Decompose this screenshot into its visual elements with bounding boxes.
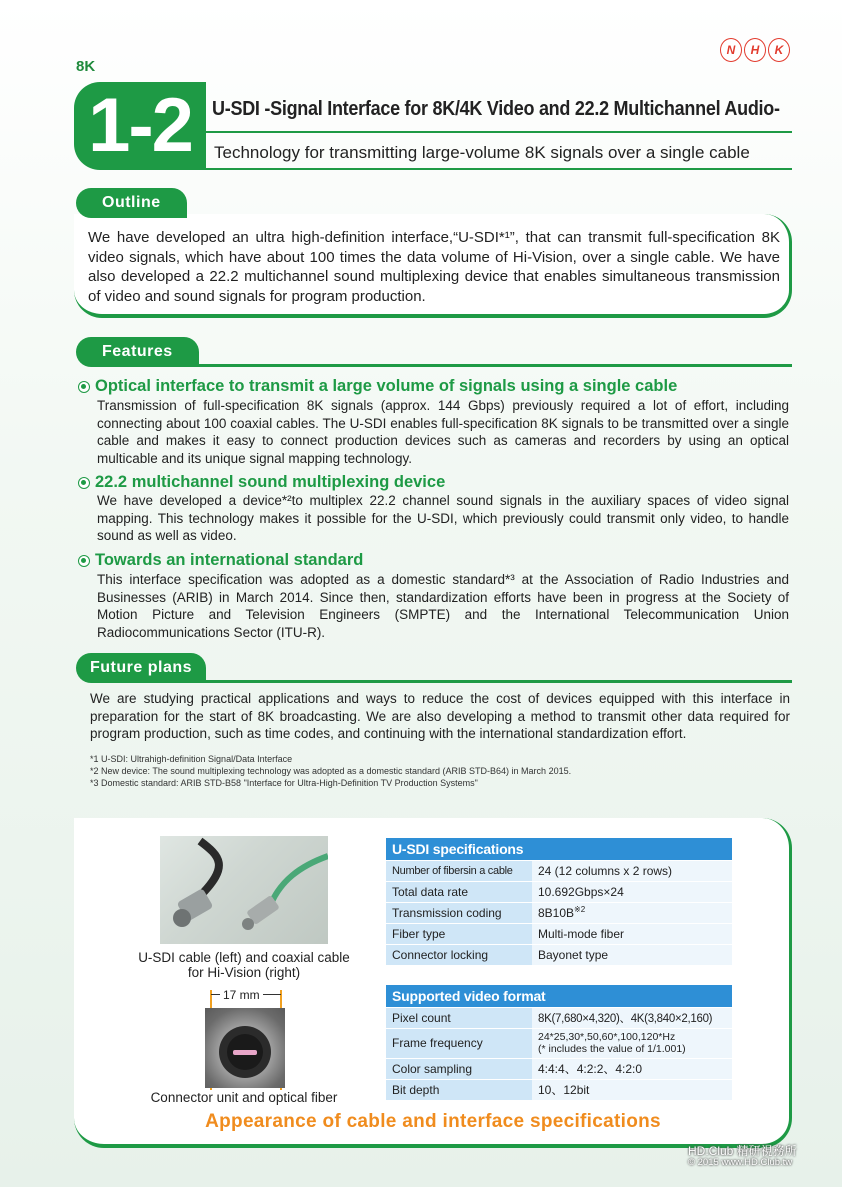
table-row bbox=[386, 1007, 732, 1028]
features-rule bbox=[190, 364, 792, 367]
title-divider bbox=[206, 131, 792, 133]
table-row bbox=[386, 860, 732, 881]
table-row bbox=[386, 1028, 732, 1058]
cable-illustration bbox=[160, 836, 328, 944]
table-value: Multi-mode fiber bbox=[532, 923, 732, 944]
logo-letter-k: K bbox=[768, 38, 790, 62]
future-tab: Future plans bbox=[76, 653, 206, 683]
table-value: 8B10B bbox=[538, 906, 575, 920]
table-key: Pixel count bbox=[386, 1007, 532, 1028]
table-value: 4:4:4、4:2:2、4:2:0 bbox=[532, 1058, 732, 1079]
feature-heading-text: 22.2 multichannel sound multiplexing device bbox=[95, 473, 446, 491]
outline-text: We have developed an ultra high-definition interface,“U-SDI*¹”, that can transmit full-specification 8K video signals, which have about 100 times the data volume of Hi-Vision, over a single cable. We have also developed a 22.2 multichannel sound multiplexing device that enables simultaneous transmission of video and sound signals for program production. bbox=[88, 229, 780, 305]
dimension-label: 17 mm bbox=[220, 988, 263, 1002]
footnote: *1 U-SDI: Ultrahigh-definition Signal/Data Interface bbox=[90, 754, 293, 764]
footnote: *2 New device: The sound multiplexing technology was adopted as a domestic standard (ARIB STD-B64) in March 2015. bbox=[90, 766, 572, 776]
figure-caption: Appearance of cable and interface specifications bbox=[205, 1111, 661, 1132]
bullet-icon bbox=[78, 477, 90, 489]
table-value: 8K(7,680×4,320)、4K(3,840×2,160) bbox=[532, 1007, 732, 1028]
table-value-cell bbox=[532, 1028, 732, 1058]
cable-photo bbox=[160, 836, 328, 944]
table-value: 24*25,30*,50,60*,100,120*Hz bbox=[538, 1031, 676, 1043]
feature-text: Transmission of full-specification 8K signals (approx. 144 Gbps) previously required a lot of effort, including connecting about 100 coaxial cables. The U-SDI enables full-specification 8K signals to be transmitted over a single cable and makes it easy to connect production devices such as cameras and recorders by using an optical multicable and its unique signal mapping technology. bbox=[97, 398, 789, 466]
feature-heading bbox=[78, 377, 677, 396]
table-key: Number of fibersin a cable bbox=[386, 860, 532, 881]
table-key: Transmission coding bbox=[386, 902, 532, 923]
logo-letter-h: H bbox=[744, 38, 766, 62]
future-rule bbox=[190, 680, 792, 683]
table-value-sup: ※2 bbox=[574, 905, 586, 914]
table-row bbox=[386, 881, 732, 902]
video-format-table bbox=[386, 985, 732, 1100]
watermark-copyright: © 2015 www.HD.Club.tw bbox=[688, 1157, 793, 1168]
table-row bbox=[386, 1079, 732, 1100]
table-row bbox=[386, 944, 732, 965]
feature-heading bbox=[78, 551, 363, 570]
table-value: Bayonet type bbox=[532, 944, 732, 965]
feature-text: This interface specification was adopted as a domestic standard*³ at the Association of Radio Industries and Businesses (ARIB) in March 2014. Since then, standardization efforts have been in progress at the Society of Motion Picture and Television Engineers (SMPTE) and the International Telecommunication Union Radiocommunications Sector (ITU-R). bbox=[97, 572, 789, 640]
table-title: Supported video format bbox=[386, 985, 732, 1007]
watermark-text: HD.Club 精研視務所 bbox=[688, 1144, 797, 1158]
bullet-icon bbox=[78, 555, 90, 567]
features-tab: Features bbox=[76, 337, 199, 367]
table-key: Total data rate bbox=[386, 881, 532, 902]
connector-caption: Connector unit and optical fiber bbox=[150, 1090, 338, 1105]
table-value: 24 (12 columns x 2 rows) bbox=[532, 860, 732, 881]
table-title: U-SDI specifications bbox=[386, 838, 732, 860]
table-row bbox=[386, 902, 732, 923]
table-key: Connector locking bbox=[386, 944, 532, 965]
table-value-note: (* includes the value of 1/1.001) bbox=[538, 1043, 686, 1055]
feature-heading-text: Optical interface to transmit a large volume of signals using a single cable bbox=[95, 377, 678, 395]
table-value: 10、12bit bbox=[532, 1079, 732, 1100]
section-number: 1-2 bbox=[74, 82, 206, 170]
table-row bbox=[386, 1058, 732, 1079]
table-value-cell bbox=[532, 902, 732, 923]
page-subtitle: Technology for transmitting large-volume 8K signals over a single cable bbox=[214, 143, 750, 162]
feature-heading bbox=[78, 473, 445, 492]
table-key: Color sampling bbox=[386, 1058, 532, 1079]
cable-caption-line: U-SDI cable (left) and coaxial cable bbox=[138, 950, 350, 965]
table-key: Frame frequency bbox=[386, 1028, 532, 1058]
table-key: Fiber type bbox=[386, 923, 532, 944]
usdi-spec-table bbox=[386, 838, 732, 965]
logo-letter-n: N bbox=[720, 38, 742, 62]
connector-illustration bbox=[205, 1008, 285, 1088]
page-title: U-SDI -Signal Interface for 8K/4K Video and 22.2 Multichannel Audio- bbox=[212, 98, 780, 120]
bullet-icon bbox=[78, 381, 90, 393]
outline-tab: Outline bbox=[76, 188, 187, 218]
category-label: 8K bbox=[76, 58, 96, 75]
table-key: Bit depth bbox=[386, 1079, 532, 1100]
feature-text: We have developed a device*²to multiplex 22.2 channel sound signals in the auxiliary spaces of video signal mapping. This technology makes it possible for the U-SDI, which previously could transmit only video, to handle sound as well as video. bbox=[97, 493, 789, 543]
table-row bbox=[386, 923, 732, 944]
cable-caption bbox=[116, 950, 372, 980]
table-value: 10.692Gbps×24 bbox=[532, 881, 732, 902]
future-text: We are studying practical applications and ways to reduce the cost of devices equipped with this interface in preparation for the start of 8K broadcasting. We are also developing a method to transmit other data required for program production, such as time codes, and continuing with the international standardization effort. bbox=[90, 691, 790, 741]
nhk-logo bbox=[720, 38, 790, 62]
footnote: *3 Domestic standard: ARIB STD-B58 "Interface for Ultra-High-Definition TV Production Systems" bbox=[90, 778, 478, 788]
connector-photo bbox=[205, 1008, 285, 1088]
subtitle-divider bbox=[206, 168, 792, 170]
feature-heading-text: Towards an international standard bbox=[95, 551, 364, 569]
cable-caption-line: for Hi-Vision (right) bbox=[187, 965, 301, 980]
